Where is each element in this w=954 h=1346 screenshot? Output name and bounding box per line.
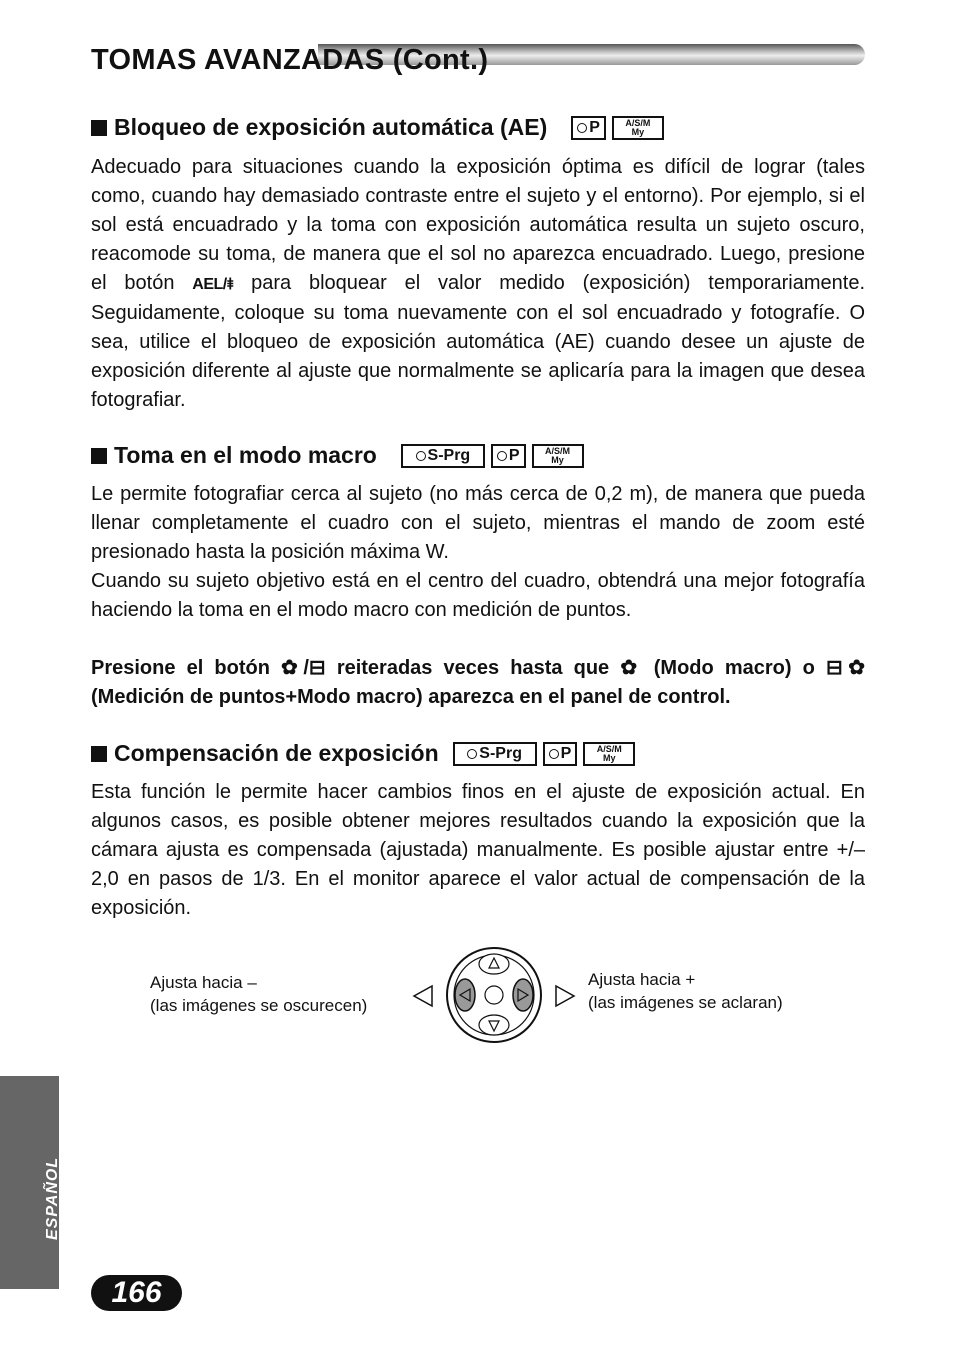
mode-asm-my-icon: A/S/M My [583, 742, 635, 766]
spot-macro-icon: ⊟✿ [825, 657, 866, 679]
section-heading-text: Toma en el modo macro [114, 442, 377, 468]
section-heading-text: Compensación de exposición [114, 740, 439, 766]
left-outer-arrow-icon [414, 986, 432, 1006]
section-heading-text: Bloqueo de exposición automática (AE) [114, 114, 548, 140]
page-number: 166 [91, 1275, 182, 1311]
section-heading-ae-lock [91, 114, 664, 141]
caption-left: Ajusta hacia – (las imágenes se oscurecen) [150, 973, 368, 1015]
mode-p-icon: P [491, 444, 526, 468]
mode-asm-my-icon: A/S/M My [532, 444, 584, 468]
macro-paragraph: Le permite fotografiar cerca al sujeto (no más cerca de 0,2 m), de manera que pueda llenar completamente el cuadro con el sujeto, mientras el mando de zoom esté presionado hasta la posición máxima W. [91, 483, 865, 563]
mode-icons [453, 742, 636, 766]
ael-button-icon: AEL/⯒ [192, 276, 234, 293]
bullet-square-icon [91, 448, 107, 464]
mode-sprg-icon: S-Prg [453, 742, 537, 766]
macro-flower-icon: ✿ [620, 657, 643, 679]
right-key-highlighted [513, 979, 533, 1011]
left-key-highlighted [455, 979, 475, 1011]
mode-sprg-icon: S-Prg [401, 444, 485, 468]
language-tab-label: ESPAÑOL [44, 1156, 61, 1240]
mode-asm-my-icon: A/S/M My [612, 116, 664, 140]
mode-icons [571, 116, 664, 140]
mode-p-icon: P [543, 742, 578, 766]
caption-right: Ajusta hacia + (las imágenes se aclaran) [588, 970, 783, 1012]
right-outer-arrow-icon [556, 986, 574, 1006]
section-heading-exposure-comp [91, 740, 635, 767]
macro-instruction: Presione el botón ✿/⊟ reiteradas veces hasta que ✿ (Modo macro) o ⊟✿ (Medición de puntos+Modo macro) aparezca en el panel de control. [91, 657, 866, 708]
bullet-square-icon [91, 120, 107, 136]
macro-paragraph-2: Cuando su sujeto objetivo está en el centro del cuadro, obtendrá una mejor fotografía haciendo la toma en el modo macro con medición de puntos. [91, 570, 865, 621]
mode-icons [401, 444, 584, 468]
macro-spot-button-icon: ✿/⊟ [281, 657, 326, 679]
page-title: TOMAS AVANZADAS (Cont.) [91, 44, 489, 76]
center-ok-button [485, 986, 503, 1004]
mode-p-icon: P [571, 116, 606, 140]
ae-lock-paragraph: Adecuado para situaciones cuando la exposición óptima es difícil de lograr (tales como, cuando hay demasiado contraste entre el sujeto y el entorno). Por ejemplo, si el sol está encuadrado y la toma con exposición automática resulta un sujeto oscuro, reacomode su toma, de manera que el sol no aparezca encuadrado. Luego, presione el botón AEL/⯒ para bloquear el valor medido (exposición) temporariamente. Seguidamente, coloque su toma nuevamente con el sol encuadrado y fotografíe. O sea, utilice el bloqueo de exposición automática (AE) cuando desee un ajuste de exposición diferente al ajuste que normalmente se aplicaría para la imagen que desea fotografiar. [91, 156, 865, 411]
arrow-pad-diagram [410, 944, 580, 1044]
bullet-square-icon [91, 746, 107, 762]
exposure-comp-paragraph: Esta función le permite hacer cambios finos en el ajuste de exposición actual. En algunos casos, es posible obtener mejores resultados cuando la exposición que la cámara ajusta es compensada (ajustada) manualmente. Es posible ajustar entre +/–2,0 en pasos de 1/3. En el monitor aparece el valor actual de compensación de la exposición. [91, 781, 865, 919]
section-heading-macro [91, 442, 584, 469]
